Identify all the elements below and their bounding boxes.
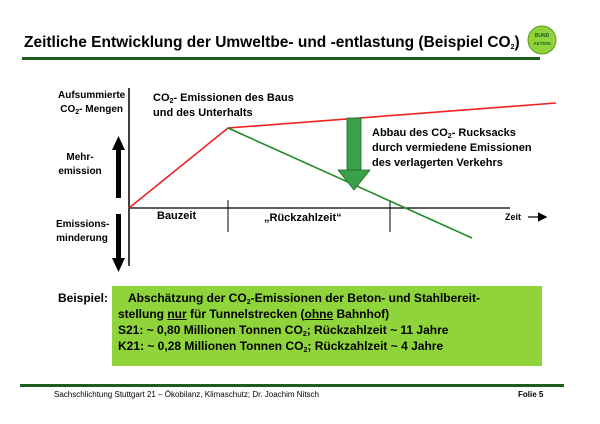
construction-emission-label: $CO_2-$ Emissionen des Baus und des Unterhalts: [153, 92, 294, 119]
example-line-4: K21: ~ 0,28 Millionen Tonnen $CO_2$; Rückzahlzeit ~ 4 Jahre: [118, 339, 444, 354]
example-line-1: Abschätzung der $CO_2$-Emissionen der Beton- und Stahlbereit-: [128, 291, 480, 306]
footer-divider: [20, 384, 564, 387]
decrease-arrow: [112, 214, 125, 272]
slide-title: Zeitliche Entwicklung der Umweltbe- und -entlastung (Beispiel $CO_2$): [24, 34, 520, 51]
logo-text-top: BUND: [534, 33, 550, 39]
decrease-label: Emissions- minderung: [56, 219, 110, 244]
increase-arrow: [112, 136, 125, 198]
example-line-2: stellung nur für Tunnelstrecken (ohne Bahnhof): [118, 307, 390, 321]
phase-construction-label: Bauzeit: [157, 210, 197, 222]
relief-label: Abbau des $CO_2-$ Rucksacks durch vermiedene Emissionen des verlagerten Verkehrs: [372, 127, 532, 169]
example-label: Beispiel:: [58, 291, 109, 305]
y-axis-label: Aufsummierte $CO_2-$ Mengen: [58, 90, 126, 116]
example-line-3: S21: ~ 0,80 Millionen Tonnen $CO_2$; Rückzahlzeit ~ 11 Jahre: [118, 323, 449, 338]
slide-number: Folie 5: [518, 390, 544, 399]
phase-payback-label: „Rückzahlzeit“: [264, 212, 342, 224]
x-axis-label: Zeit: [505, 212, 522, 222]
footer-text: Sachschlichtung Stuttgart 21 – Ökobilanz, Klimaschutz; Dr. Joachim Nitsch: [54, 390, 320, 399]
increase-label: Mehr- emission: [58, 152, 102, 177]
logo-text-bottom: AKTION: [533, 41, 551, 46]
